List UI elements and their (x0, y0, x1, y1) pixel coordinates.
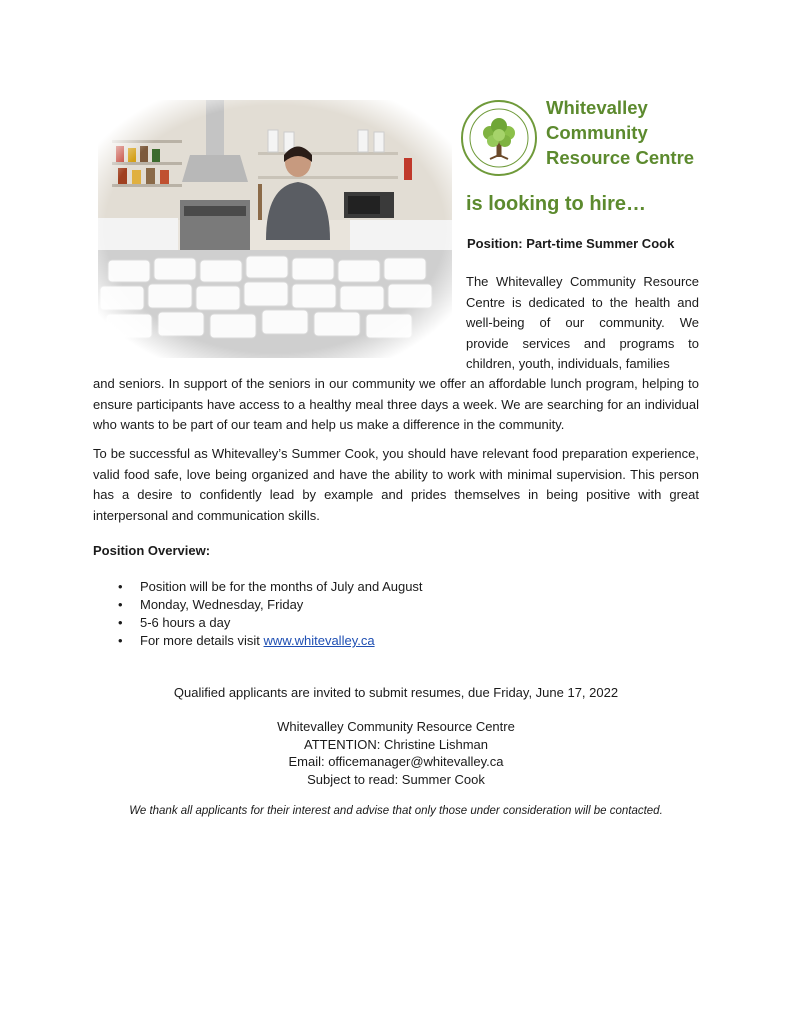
list-item (93, 614, 593, 632)
list-item (93, 632, 593, 650)
website-link[interactable]: www.whitevalley.ca (263, 633, 375, 648)
bullet-icon: • (118, 597, 123, 612)
list-item (93, 596, 593, 614)
due-date-line: Qualified applicants are invited to submit resumes, due Friday, June 17, 2022 (173, 685, 619, 700)
org-name-line-1: Whitevalley (546, 97, 648, 118)
org-name-line-3: Resource Centre (546, 147, 695, 168)
bullet-icon: • (118, 615, 123, 630)
org-logo (460, 97, 538, 179)
overview-heading: Position Overview: (93, 543, 211, 558)
details-prefix: For more details visit (140, 633, 264, 648)
contact-block (93, 718, 699, 788)
org-name-line-2: Community (546, 122, 648, 143)
bullet-icon: • (118, 633, 123, 648)
contact-org: Whitevalley Community Resource Centre (277, 719, 515, 734)
intro-paragraph-continued: and seniors. In support of the seniors in our community we offer an affordable lunch program, helping to ensure participants have access to a healthy meal three days a week. We are searching for an individual who wants to be part of our team and help us make a difference in the community. (93, 376, 699, 432)
contact-subject: Subject to read: Summer Cook (307, 771, 485, 787)
requirements-paragraph: To be successful as Whitevalley’s Summer Cook, you should have relevant food preparation experience, valid food safe, love being organized and have the ability to work with minimal supervision. This person has a desire to confidently lead by example and prides themselves in being positive with great interpersonal and communication skills. (93, 446, 699, 523)
contact-email: Email: officemanager@whitevalley.ca (288, 754, 504, 769)
intro-paragraph-right: The Whitevalley Community Resource Centre is dedicated to the health and well-being of our community. We provide services and programs to children, youth, individuals, families (466, 274, 699, 371)
list-item (93, 578, 593, 596)
list-item-text: Monday, Wednesday, Friday (140, 597, 304, 612)
list-item-text: Position will be for the months of July and August (140, 579, 423, 594)
position-title: Position: Part-time Summer Cook (467, 236, 675, 251)
overview-list (93, 578, 593, 650)
org-name (546, 95, 746, 170)
list-item-text: 5-6 hours a day (140, 615, 231, 630)
contact-attention: ATTENTION: Christine Lishman (304, 736, 488, 752)
closing-note: We thank all applicants for their interest and advise that only those under consideration will be contacted. (129, 805, 663, 817)
hiring-headline: is looking to hire… (466, 193, 647, 215)
bullet-icon: • (118, 579, 123, 594)
kitchen-photo (98, 100, 452, 358)
